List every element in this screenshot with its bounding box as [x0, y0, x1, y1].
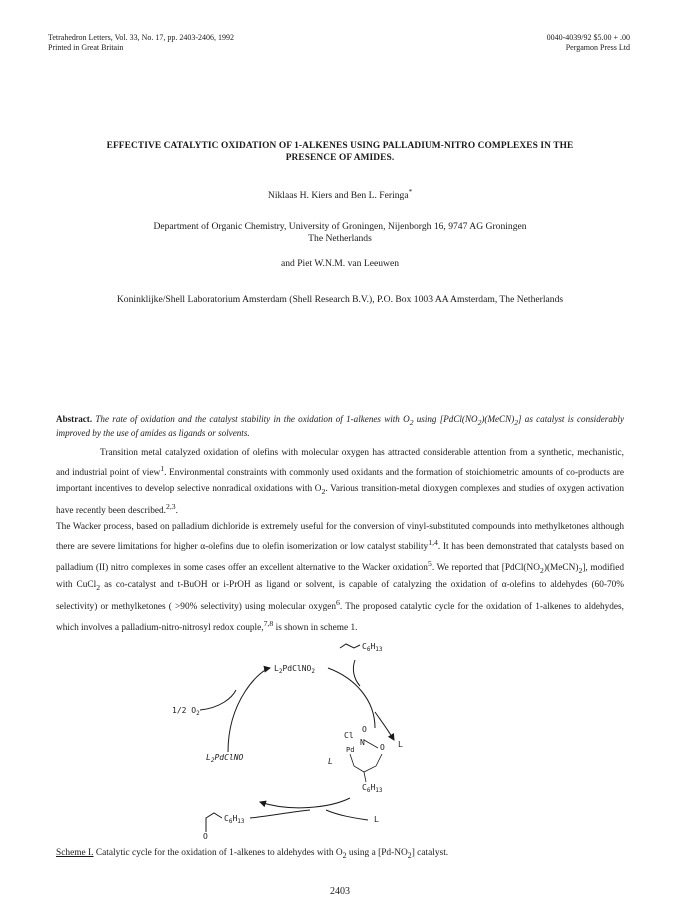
mid-l: L: [328, 757, 333, 766]
p2-text-e: ], modified with CuCl: [56, 562, 624, 590]
p2-text-c: . We reported that [PdCl(NO: [431, 562, 540, 573]
p2-text-d: )(MeCN): [543, 562, 579, 573]
p2-ref-4: 7,8: [263, 618, 274, 628]
p1-ref-1: 1: [160, 464, 165, 474]
mid-cl: Cl: [344, 731, 354, 740]
p2-ref-1: 1,4: [428, 538, 438, 548]
top-complex-label: $L_2PdClNO_2$: [274, 664, 315, 675]
body-text: [56, 446, 624, 636]
p1-text-d: .: [175, 506, 178, 517]
caption-sub-2: 2: [407, 850, 412, 860]
abstract-text-4: ] as catalyst is considerably improved by the use of amides as ligands or solvents.: [56, 414, 624, 439]
affiliation-2: Koninklijke/Shell Laboratorium Amsterdam (Shell Research B.V.), P.O. Box 1003 AA Amsterdam, The Netherlands: [116, 294, 564, 305]
p1-text-c: . Various transition-metal dioxygen complexes and studies of oxygen activation have recently been described.: [56, 483, 624, 517]
cycle-arrow-top-left: [228, 668, 270, 752]
mid-pd: Pd: [346, 746, 355, 754]
cycle-arrow-bottom: [260, 798, 350, 808]
caption-text-1: Catalytic cycle for the oxidation of 1-alkenes to aldehydes with O: [93, 848, 343, 858]
aldehyde-structure: [206, 813, 222, 832]
mid-o: O: [362, 725, 367, 734]
abstract-text-1: The rate of oxidation and the catalyst stability in the oxidation of 1-alkenes with O: [92, 414, 410, 424]
scheme-caption: [56, 847, 448, 862]
abstract-text-2: using [PdCl(NO: [413, 414, 478, 424]
p2-text-f: as co-catalyst and t-BuOH or i-PrOH as ligand or solvent, is capable of catalyzing the oxidation of α-olefins to aldehydes (60-70% selectivity) or methylketones ( >90% selectivity) using molecular oxygen: [56, 579, 624, 613]
caption-sub-1: 2: [342, 850, 347, 860]
abstract-text-3: )(MeCN): [481, 414, 515, 424]
publisher-name: Pergamon Press Ltd: [565, 43, 630, 52]
p2-text-b: . It has been demonstrated that catalysts based on palladium (II) nitro complexes in some cases offer an excellent alternative to the Wacker oxidation: [56, 542, 625, 573]
caption-text-3: ] catalyst.: [411, 848, 449, 858]
mid-n: N: [360, 738, 365, 747]
product-r-label: $C_6H_{13}$: [224, 814, 245, 825]
caption-text-2: using a [Pd-NO: [346, 848, 408, 858]
ligand-in-arrow: [326, 810, 368, 820]
p1-text-b: . Environmental constraints with commonly used oxidants and the formation of stoichiometric amounts of co-products are important incentives to develop selective nonradical oxidations with O: [56, 468, 624, 494]
oxygen-label: 1/2 $O_2$: [172, 706, 200, 717]
paper-title: [40, 140, 640, 164]
journal-citation: Tetrahedron Letters, Vol. 33, No. 17, pp. 2403-2406, 1992: [48, 33, 235, 42]
palladacycle-intermediate: [328, 725, 385, 794]
p2-text-h: is shown in scheme 1.: [273, 622, 358, 633]
journal-header: [48, 33, 234, 53]
p2-sub-3: 2: [96, 582, 101, 592]
catalytic-cycle-scheme: [150, 640, 530, 840]
mid-r-label: $C_6H_{13}$: [362, 783, 383, 794]
alkene-arrow: [353, 660, 360, 686]
p2-sub-2: 2: [578, 565, 583, 575]
chain-bond: [364, 772, 366, 782]
p1-ref-2: 2,3: [165, 502, 176, 512]
title-line-1: EFFECTIVE CATALYTIC OXIDATION OF 1-ALKENES USING PALLADIUM-NITRO COMPLEXES IN THE: [106, 141, 574, 151]
ring-bonds: [350, 740, 382, 772]
article-code: 0040-4039/92 $5.00 + .00: [546, 33, 630, 42]
abstract-sub-1: 2: [409, 417, 414, 427]
title-line-2: PRESENCE OF AMIDES.: [285, 153, 395, 163]
ligand-bottom-label: L: [374, 815, 379, 824]
abstract-sub-2: 2: [477, 417, 482, 427]
p2-text-g: . The proposed catalytic cycle for the oxidation of 1-alkenes to aldehydes, which involves a palladium-nitro-nitrosyl redox couple,: [56, 602, 624, 633]
alkene-label: $C_6H_{13}$: [362, 642, 383, 653]
affiliation-1: [30, 221, 650, 245]
alkene-structure: [340, 644, 360, 648]
abstract: [56, 414, 624, 440]
affiliation-1-line-b: The Netherlands: [308, 233, 372, 244]
printed-in: Printed in Great Britain: [48, 43, 124, 52]
author-line-1: [30, 186, 650, 202]
corresponding-mark: *: [408, 188, 413, 196]
cycle-arrow-right: [328, 668, 375, 728]
author-line-2: and Piet W.N.M. van Leeuwen: [280, 258, 400, 269]
paragraph-2: [56, 520, 624, 637]
p2-ref-3: 6: [336, 598, 340, 608]
p2-ref-2: 5: [427, 558, 432, 568]
publisher-header: [500, 33, 630, 53]
abstract-label: Abstract.: [56, 414, 93, 424]
abstract-sub-3: 2: [514, 417, 519, 427]
p2-sub-1: 2: [539, 565, 544, 575]
ligand-right-label: L: [398, 740, 403, 749]
left-complex-label: $L_2PdClNO$: [206, 753, 244, 764]
p1-sub-1: 2: [321, 486, 326, 496]
mid-o2: O: [380, 743, 385, 752]
product-o-label: O: [203, 832, 208, 840]
ligand-out-arrow: [375, 712, 394, 740]
authors-primary: Niklaas H. Kiers and Ben L. Feringa: [267, 190, 409, 202]
p1-text-a: Transition metal catalyzed oxidation of olefins with molecular oxygen has attracted considerable attention from a synthetic, mechanistic, and industrial point of view: [56, 448, 624, 479]
oxygen-arrow: [200, 690, 236, 710]
paragraph-1: [56, 446, 624, 520]
affiliation-1-line-a: Department of Organic Chemistry, University of Groningen, Nijenborgh 16, 9747 AG Groningen: [153, 221, 527, 232]
page-number: 2403: [330, 886, 350, 897]
product-arrow: [250, 810, 310, 818]
caption-label: Scheme I.: [56, 848, 94, 858]
p2-text-a: The Wacker process, based on palladium dichloride is extremely useful for the conversion of vinyl-substituted compounds into methylketones although there are severe limitations for higher α-olefins due to olefin isomerization or low catalyst stability: [56, 521, 624, 553]
